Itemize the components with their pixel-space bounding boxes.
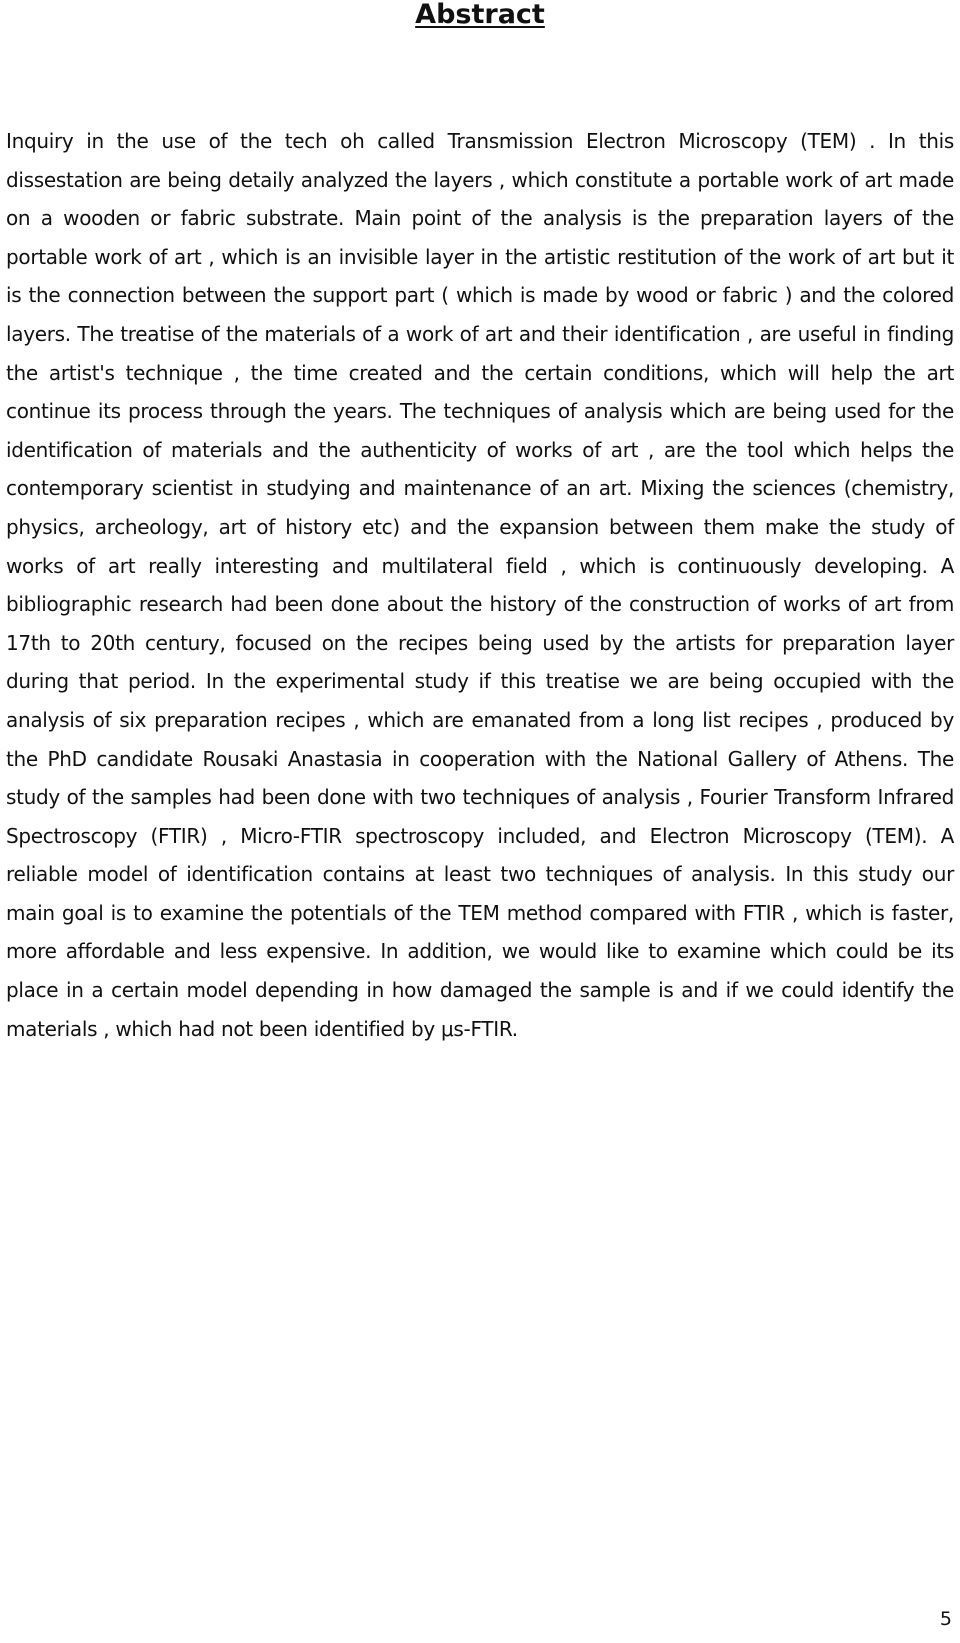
abstract-paragraph: Inquiry in the use of the tech oh called Transmission Electron Microscopy (TEM) . In this dissestation are being detaily analyzed the layers , which constitute a portable work of art made on a wooden or fabric substrate. Main point of the analysis is the preparation layers of the portable work of art , which is an invisible layer in the artistic restitution of the work of art but it is the connection between the support part ( which is made by wood or fabric ) and the colored layers. The treatise of the materials of a work of art and their identification , are useful in finding the artist's technique , the time created and the certain conditions, which will help the art continue its process through the years. The techniques of analysis which are being used for the identification of materials and the authenticity of works of art , are the tool which helps the contemporary scientist in studying and maintenance of an art. Mixing the sciences (chemistry, physics, archeology, art of history etc) and the expansion between them make the study of works of art really interesting and multilateral field , which is continuously developing. A bibliographic research had been done about the history of the construction of works of art from 17th to 20th century, focused on the recipes being used by the artists for preparation layer during that period. In the experimental study if this treatise we are being occupied with the analysis of six preparation recipes , which are emanated from a long list recipes , produced by the PhD candidate Rousaki Anastasia in cooperation with the National Gallery of Athens. The study of the samples had been done with two techniques of analysis , Fourier Transform Infrared Spectroscopy (FTIR) , Micro-FTIR spectroscopy included, and Electron Microscopy (TEM). A reliable model of identification contains at least two techniques of analysis. In this study our main goal is to examine the potentials of the TEM method compared with FTIR , which is faster, more affordable and less expensive. In addition, we would like to examine which could be its place in a certain model depending in how damaged the sample is and if we could identify the materials , which had not been identified by μs-FTIR. xyxy=(6,129,954,1041)
page-title: Abstract xyxy=(415,0,545,30)
page-number: 5 xyxy=(939,1608,952,1630)
